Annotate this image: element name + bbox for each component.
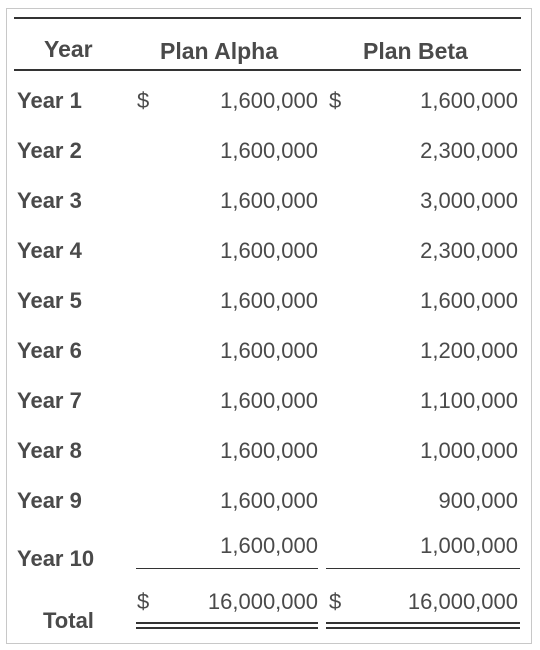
- row-label: Year 6: [17, 338, 82, 363]
- row-alpha-value: 1,600,000: [220, 288, 318, 313]
- row-alpha-value: 1,600,000: [220, 238, 318, 263]
- row-label: Year 10: [17, 546, 95, 571]
- row-alpha-value: 1,600,000: [220, 488, 318, 513]
- row-beta-value: 1,600,000: [420, 88, 518, 113]
- total-alpha-currency: $: [137, 589, 150, 614]
- header-rule: [14, 69, 521, 71]
- row-label: Year 1: [17, 88, 82, 113]
- row-label: Year 5: [17, 288, 82, 313]
- row-label: Year 3: [17, 188, 82, 213]
- row-alpha-value: 1,600,000: [220, 138, 318, 163]
- row-label: Year 7: [17, 388, 82, 413]
- row-alpha-value: 1,600,000: [220, 438, 318, 463]
- total-beta-currency: $: [329, 589, 342, 614]
- top-rule: [14, 17, 521, 19]
- header-plan-beta: Plan Beta: [363, 38, 468, 64]
- row-label: Year 8: [17, 438, 82, 463]
- row-alpha-value: 1,600,000: [220, 338, 318, 363]
- row-alpha-value: 1,600,000: [220, 388, 318, 413]
- row-beta-value: 2,300,000: [420, 138, 518, 163]
- row-alpha-value: 1,600,000: [220, 533, 318, 558]
- subtotal-rule-alpha: [136, 568, 318, 569]
- row-alpha-currency: $: [137, 88, 150, 113]
- row-beta-value: 2,300,000: [420, 238, 518, 263]
- total-double-rule-alpha: [136, 622, 318, 629]
- total-label: Total: [43, 608, 94, 633]
- row-beta-value: 900,000: [438, 488, 518, 513]
- header-plan-alpha: Plan Alpha: [160, 38, 278, 64]
- row-beta-value: 1,600,000: [420, 288, 518, 313]
- row-beta-value: 1,100,000: [420, 388, 518, 413]
- row-label: Year 4: [17, 238, 82, 263]
- row-alpha-value: 1,600,000: [220, 188, 318, 213]
- header-year: Year: [44, 36, 93, 62]
- row-beta-currency: $: [329, 88, 342, 113]
- row-alpha-value: 1,600,000: [220, 88, 318, 113]
- total-beta-value: 16,000,000: [407, 589, 518, 614]
- row-beta-value: 1,000,000: [420, 533, 518, 558]
- row-beta-value: 1,000,000: [420, 438, 518, 463]
- subtotal-rule-beta: [326, 568, 520, 569]
- row-label: Year 2: [17, 138, 82, 163]
- row-label: Year 9: [17, 488, 82, 513]
- row-beta-value: 3,000,000: [420, 188, 518, 213]
- row-beta-value: 1,200,000: [420, 338, 518, 363]
- total-alpha-value: 16,000,000: [207, 589, 318, 614]
- total-double-rule-beta: [326, 622, 520, 629]
